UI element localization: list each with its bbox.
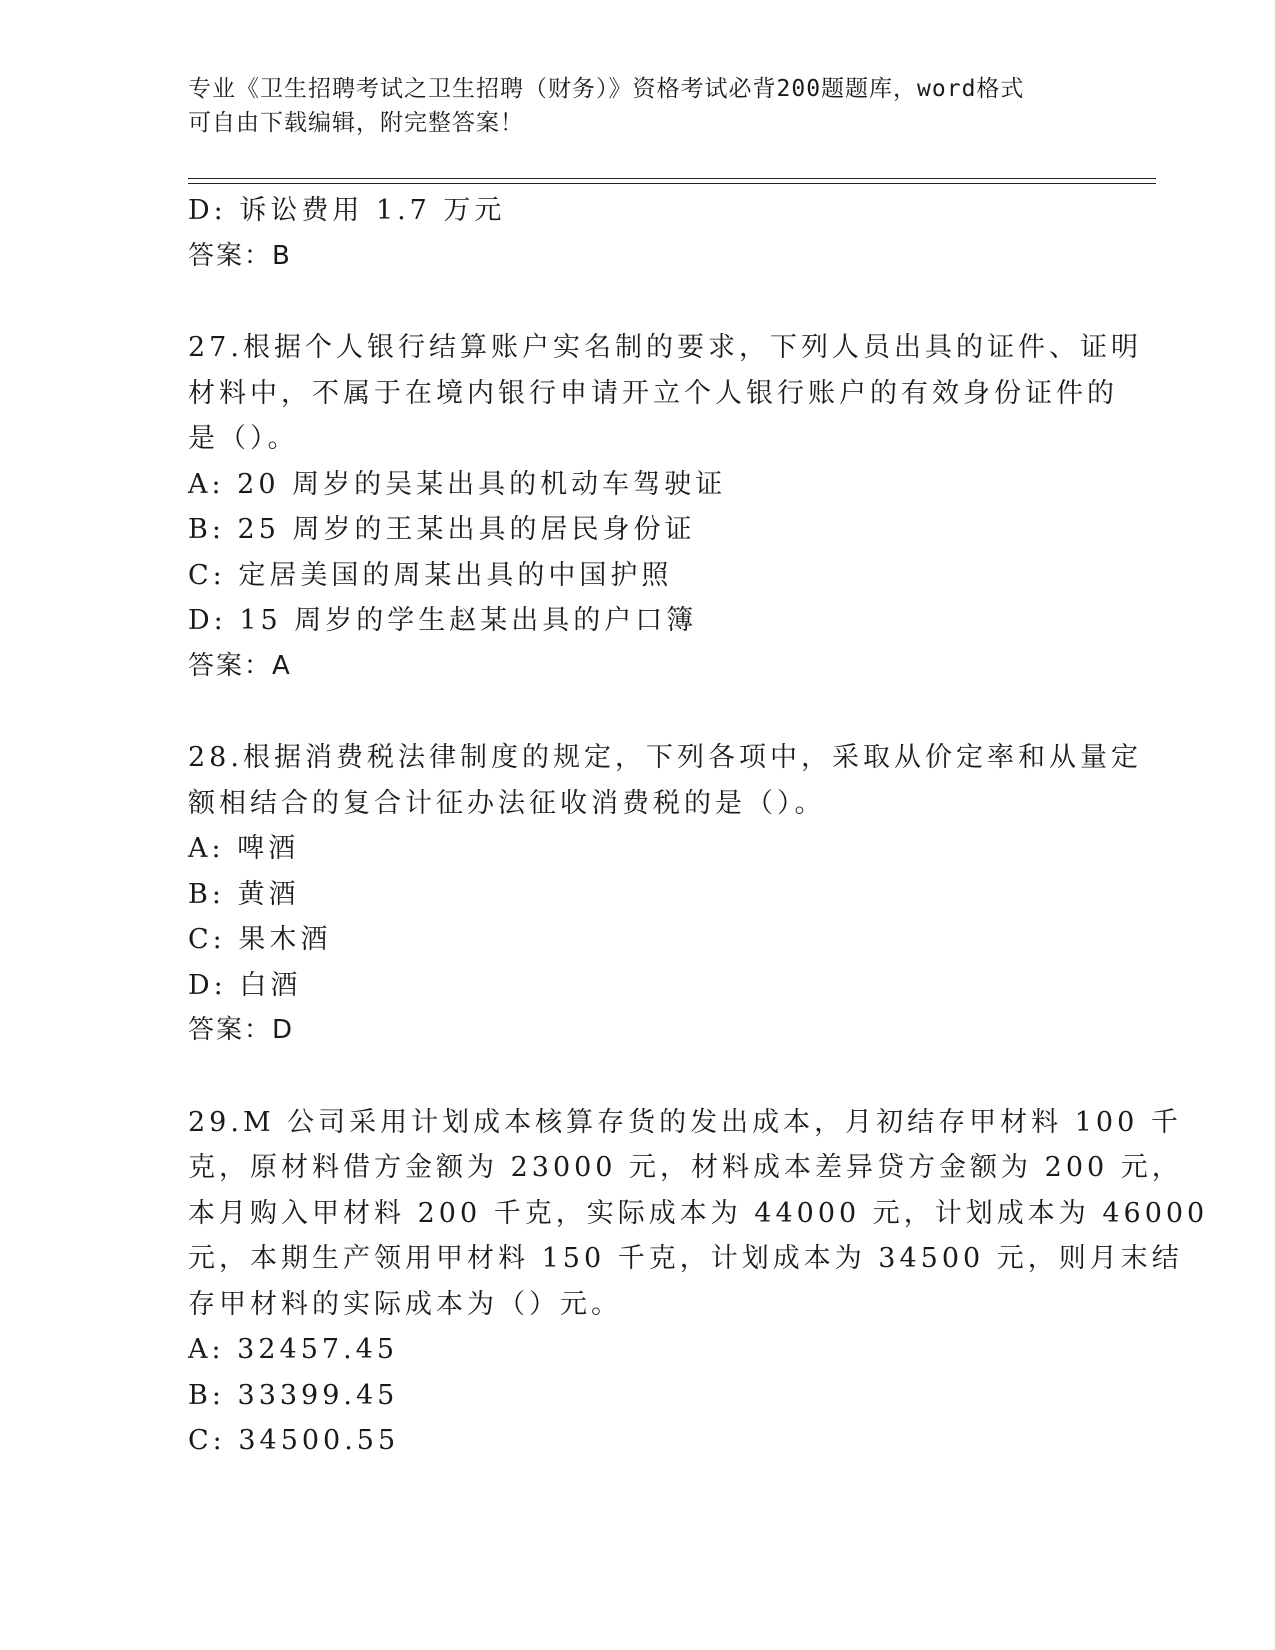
prev-option-d: D: 诉讼费用 1.7 万元: [188, 195, 506, 226]
q28-answer: 答案：D: [188, 1015, 295, 1045]
header-line-1: 专业《卫生招聘考试之卫生招聘（财务）》资格考试必背200题题库，word格式: [188, 76, 1025, 102]
q27-option-b: B: 25 周岁的王某出具的居民身份证: [188, 514, 696, 545]
q27-option-d: D: 15 周岁的学生赵某出具的户口簿: [188, 605, 698, 636]
prev-answer: 答案：B: [188, 240, 292, 271]
q29-option-c: C: 34500.55: [188, 1425, 400, 1456]
q29-stem-line-3: 本月购入甲材料 200 千克，实际成本为 44000 元，计划成本为 46000: [188, 1197, 1209, 1229]
q28-option-a: A: 啤酒: [188, 833, 300, 864]
q27-stem-line-1: 27.根据个人银行结算账户实名制的要求，下列人员出具的证件、证明: [188, 332, 1142, 363]
q29-option-b: B: 33399.45: [188, 1379, 399, 1411]
q29-stem-line-4: 元，本期生产领用甲材料 150 千克，计划成本为 34500 元，则月末结: [188, 1243, 1183, 1274]
q28-stem-line-1: 28.根据消费税法律制度的规定，下列各项中，采取从价定率和从量定: [188, 742, 1142, 773]
header-line-2: 可自由下载编辑，附完整答案！: [188, 110, 524, 136]
document-header: [188, 72, 1088, 140]
q28-option-b: B: 黄酒: [188, 878, 300, 910]
q27-stem-line-3: 是（）。: [188, 423, 299, 454]
header-divider-top: [188, 178, 1156, 179]
q28-option-c: C: 果木酒: [188, 924, 332, 955]
q28-stem-line-2: 额相结合的复合计征办法征收消费税的是（）。: [188, 787, 826, 819]
q29-stem-line-2: 克，原材料借方金额为 23000 元，材料成本差异贷方金额为 200 元，: [188, 1152, 1183, 1183]
q27-answer: 答案：A: [188, 650, 292, 681]
q27-stem-line-2: 材料中，不属于在境内银行申请开立个人银行账户的有效身份证件的: [188, 377, 1118, 409]
q27-option-c: C: 定居美国的周某出具的中国护照: [188, 559, 673, 591]
q27-option-a: A: 20 周岁的吴某出具的机动车驾驶证: [188, 468, 727, 500]
header-divider-bottom: [188, 183, 1156, 184]
q29-stem-line-5: 存甲材料的实际成本为（）元。: [188, 1288, 622, 1320]
q29-option-a: A: 32457.45: [188, 1334, 399, 1365]
question-list: [188, 188, 1209, 1464]
q28-option-d: D: 白酒: [188, 969, 302, 1001]
q29-stem-line-1: 29.M 公司采用计划成本核算存货的发出成本，月初结存甲材料 100 千: [188, 1106, 1182, 1138]
